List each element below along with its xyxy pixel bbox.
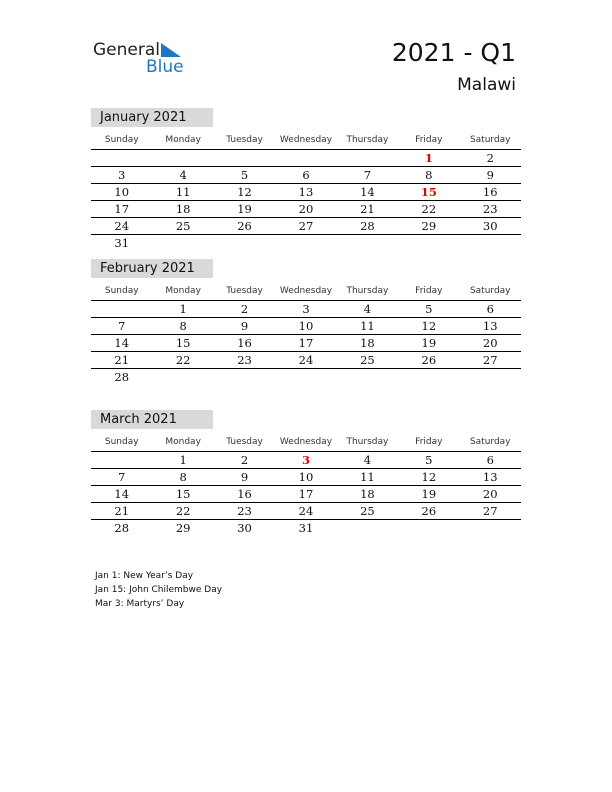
date-cell: 13	[482, 319, 498, 333]
date-cell: 17	[114, 202, 130, 216]
date-cell: 26	[421, 353, 437, 367]
date-cell: 19	[237, 202, 252, 216]
date-cell: 10	[298, 319, 314, 333]
week-row	[91, 503, 521, 520]
date-cell: 31	[114, 236, 130, 250]
month-title: January 2021	[91, 108, 213, 127]
week-row	[91, 335, 521, 352]
date-cell: 19	[421, 487, 437, 501]
date-cell	[460, 369, 521, 385]
date-cell: 5	[425, 302, 433, 316]
date-cell: 25	[360, 504, 375, 518]
date-cell: 28	[114, 521, 130, 535]
date-cell: 23	[237, 353, 252, 367]
date-cell	[91, 150, 152, 166]
date-cell: 5	[240, 168, 249, 182]
date-cell	[214, 235, 275, 251]
date-cell: 21	[360, 202, 375, 216]
date-cell: 7	[363, 168, 372, 182]
date-cell: 3	[118, 168, 126, 182]
date-cell: 28	[360, 219, 375, 233]
date-cell: 31	[298, 521, 314, 535]
week-row	[91, 486, 521, 503]
weekday-label: Tuesday	[226, 286, 263, 296]
date-cell: 17	[298, 336, 314, 350]
date-cell: 6	[302, 168, 310, 182]
weekday-label: Friday	[415, 135, 443, 145]
date-cell: 21	[114, 504, 130, 518]
date-cell: 20	[298, 202, 314, 216]
weekday-label: Friday	[415, 437, 443, 447]
generalblue-logo	[93, 40, 193, 80]
date-cell: 11	[360, 470, 375, 484]
date-cell	[91, 452, 152, 468]
date-cell: 15	[175, 336, 191, 350]
date-cell	[152, 235, 213, 251]
date-cell: 29	[421, 219, 437, 233]
date-cell: 14	[114, 336, 130, 350]
date-cell: 24	[298, 353, 314, 367]
date-cell	[214, 150, 275, 166]
weekday-label: Saturday	[469, 286, 511, 296]
date-cell: 14	[360, 185, 375, 199]
weekday-label: Tuesday	[226, 437, 263, 447]
weekday-label: Sunday	[104, 135, 139, 145]
week-row	[91, 352, 521, 369]
week-row	[91, 318, 521, 335]
date-cell	[460, 235, 521, 251]
date-cell: 16	[482, 185, 498, 199]
date-cell: 30	[482, 219, 498, 233]
date-cell: 29	[175, 521, 191, 535]
date-cell: 1	[179, 453, 187, 467]
date-cell: 13	[482, 470, 498, 484]
date-cell: 6	[486, 453, 494, 467]
month-february	[91, 259, 521, 385]
weekday-header-row	[91, 434, 521, 452]
week-row	[91, 218, 521, 235]
holiday-date-cell: 3	[301, 453, 310, 467]
month-march	[91, 410, 521, 536]
date-cell	[91, 301, 152, 317]
date-cell: 11	[360, 319, 375, 333]
date-cell	[275, 235, 336, 251]
weekday-label: Wednesday	[279, 286, 333, 296]
date-cell	[337, 369, 398, 385]
date-cell: 27	[482, 353, 498, 367]
weekday-label: Wednesday	[279, 437, 333, 447]
weekday-header-row	[91, 132, 521, 150]
week-row	[91, 167, 521, 184]
weekday-label: Wednesday	[279, 135, 333, 145]
date-cell	[460, 520, 521, 536]
date-cell: 3	[302, 302, 310, 316]
weekday-label: Thursday	[346, 437, 389, 447]
date-cell: 10	[298, 470, 314, 484]
date-cell: 24	[114, 219, 130, 233]
date-cell	[398, 520, 459, 536]
month-title: March 2021	[91, 410, 213, 429]
week-row	[91, 452, 521, 469]
week-row	[91, 150, 521, 167]
date-cell: 18	[360, 487, 375, 501]
date-cell: 15	[175, 487, 191, 501]
date-cell: 7	[118, 319, 126, 333]
date-cell: 27	[482, 504, 498, 518]
weekday-label: Saturday	[469, 437, 511, 447]
date-cell: 9	[240, 470, 249, 484]
date-cell: 7	[118, 470, 126, 484]
holiday-date-cell: 15	[420, 185, 437, 199]
date-cell	[337, 520, 398, 536]
date-cell: 11	[175, 185, 191, 199]
week-row	[91, 469, 521, 486]
date-cell: 20	[482, 487, 498, 501]
holiday-notes	[95, 569, 222, 611]
date-cell: 16	[237, 487, 252, 501]
weekday-label: Sunday	[104, 286, 139, 296]
weekday-label: Saturday	[469, 135, 511, 145]
weekday-label: Monday	[165, 135, 201, 145]
holiday-note: Jan 1: New Year’s Day	[95, 571, 194, 581]
date-cell: 26	[421, 504, 437, 518]
week-row	[91, 301, 521, 318]
weekday-label: Monday	[165, 437, 201, 447]
date-cell: 4	[363, 453, 372, 467]
date-cell: 21	[114, 353, 130, 367]
date-cell: 25	[175, 219, 191, 233]
holiday-note: Jan 15: John Chilembwe Day	[95, 585, 223, 595]
date-cell: 5	[425, 453, 433, 467]
date-cell: 2	[240, 453, 249, 467]
month-title: February 2021	[91, 259, 213, 278]
logo-general-text: General	[93, 40, 160, 60]
date-cell: 23	[482, 202, 498, 216]
date-cell: 8	[425, 168, 433, 182]
week-row	[91, 520, 521, 536]
date-cell: 18	[175, 202, 191, 216]
date-cell: 17	[298, 487, 314, 501]
date-cell: 22	[421, 202, 437, 216]
date-cell	[152, 369, 213, 385]
weekday-label: Friday	[415, 286, 443, 296]
date-cell: 10	[114, 185, 130, 199]
date-cell: 26	[237, 219, 252, 233]
date-cell: 16	[237, 336, 252, 350]
date-cell: 12	[421, 319, 437, 333]
date-cell	[337, 235, 398, 251]
date-cell: 8	[179, 470, 187, 484]
date-cell: 9	[486, 168, 494, 182]
date-cell: 14	[114, 487, 130, 501]
holiday-note: Mar 3: Martyrs’ Day	[95, 599, 185, 609]
date-cell: 12	[421, 470, 437, 484]
date-cell	[398, 369, 459, 385]
weekday-label: Sunday	[104, 437, 139, 447]
date-cell: 2	[486, 151, 494, 165]
date-cell: 2	[240, 302, 249, 316]
date-cell: 4	[179, 168, 187, 182]
week-row	[91, 184, 521, 201]
date-cell: 30	[237, 521, 252, 535]
weekday-label: Thursday	[346, 135, 389, 145]
date-cell: 20	[482, 336, 498, 350]
date-cell: 27	[298, 219, 314, 233]
date-cell: 6	[486, 302, 494, 316]
date-cell: 8	[179, 319, 187, 333]
date-cell: 23	[237, 504, 252, 518]
date-cell: 19	[421, 336, 437, 350]
week-row	[91, 235, 521, 251]
date-cell	[152, 150, 213, 166]
weekday-label: Thursday	[346, 286, 389, 296]
month-january	[91, 108, 521, 251]
logo-triangle-icon	[161, 43, 181, 57]
date-cell	[398, 235, 459, 251]
date-cell	[275, 369, 336, 385]
weekday-header-row	[91, 283, 521, 301]
date-cell: 12	[237, 185, 252, 199]
weekday-label: Monday	[165, 286, 201, 296]
date-cell: 4	[363, 302, 372, 316]
date-cell: 9	[240, 319, 249, 333]
page-title: 2021 - Q1	[391, 38, 516, 67]
date-cell: 13	[298, 185, 314, 199]
date-cell: 22	[175, 353, 191, 367]
date-cell	[337, 150, 398, 166]
weekday-label: Tuesday	[226, 135, 263, 145]
country-name: Malawi	[457, 75, 516, 95]
date-cell: 24	[298, 504, 314, 518]
week-row	[91, 201, 521, 218]
date-cell	[275, 150, 336, 166]
date-cell: 22	[175, 504, 191, 518]
logo-blue-text: Blue	[146, 57, 184, 77]
date-cell: 18	[360, 336, 375, 350]
date-cell	[214, 369, 275, 385]
date-cell: 25	[360, 353, 375, 367]
holiday-date-cell: 1	[424, 151, 433, 165]
date-cell: 28	[114, 370, 130, 384]
date-cell: 1	[179, 302, 187, 316]
week-row	[91, 369, 521, 385]
